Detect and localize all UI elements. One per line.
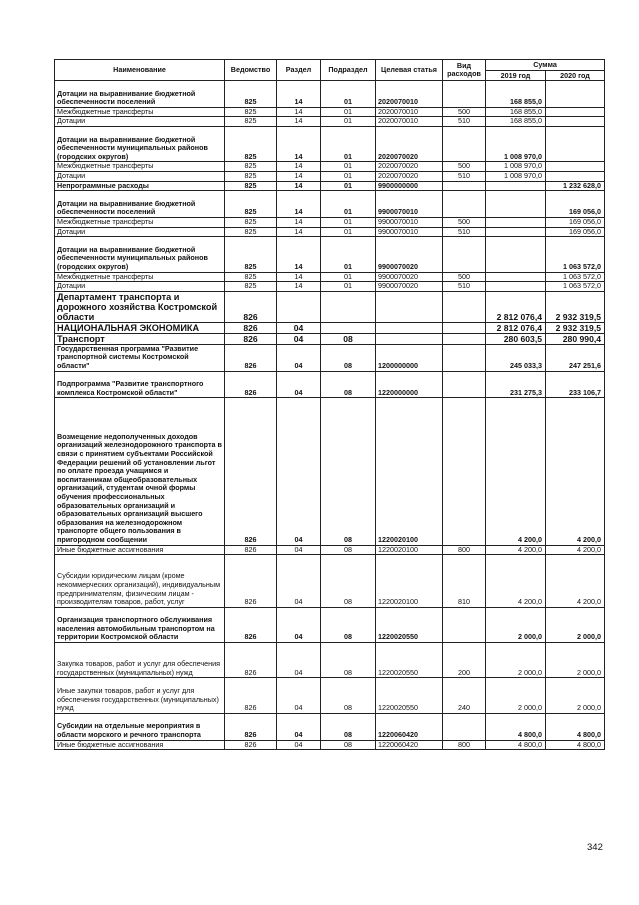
table-row <box>55 126 605 161</box>
header-section: Раздел <box>277 60 321 81</box>
header-dept: Ведомство <box>225 60 277 81</box>
cell-v2020: 169 056,0 <box>546 227 605 237</box>
cell-sub: 01 <box>321 282 376 292</box>
cell-name: Субсидии на отдельные мероприятия в области морского и речного транспорта <box>55 713 225 740</box>
table-row <box>55 740 605 750</box>
cell-v2020: 4 200,0 <box>546 545 605 555</box>
table-row <box>55 117 605 127</box>
cell-type: 500 <box>443 272 486 282</box>
header-target: Целевая статья <box>376 60 443 81</box>
cell-name: Транспорт <box>55 333 225 344</box>
cell-name: Иные бюджетные ассигнования <box>55 545 225 555</box>
cell-v2020 <box>546 81 605 108</box>
cell-v2020 <box>546 162 605 172</box>
cell-sub: 01 <box>321 217 376 227</box>
cell-sec: 14 <box>277 237 321 272</box>
cell-v2019: 280 603,5 <box>486 333 546 344</box>
header-2020: 2020 год <box>546 71 605 81</box>
cell-v2020: 1 232 628,0 <box>546 181 605 191</box>
cell-name: Дотации на выравнивание бюджетной обеспеченности поселений <box>55 191 225 218</box>
table-row <box>55 643 605 678</box>
table-row <box>55 191 605 218</box>
cell-v2019: 231 275,3 <box>486 371 546 398</box>
cell-type: 510 <box>443 282 486 292</box>
cell-sub: 08 <box>321 678 376 713</box>
table-row <box>55 607 605 642</box>
cell-dept: 826 <box>225 607 277 642</box>
cell-type: 810 <box>443 555 486 608</box>
cell-v2020: 169 056,0 <box>546 217 605 227</box>
cell-dept: 826 <box>225 643 277 678</box>
cell-dept: 825 <box>225 126 277 161</box>
cell-v2019: 4 200,0 <box>486 555 546 608</box>
cell-type <box>443 191 486 218</box>
cell-v2019 <box>486 282 546 292</box>
cell-v2020: 4 800,0 <box>546 740 605 750</box>
cell-v2020: 169 056,0 <box>546 191 605 218</box>
cell-sec: 14 <box>277 181 321 191</box>
cell-target: 1220020550 <box>376 607 443 642</box>
cell-name: Межбюджетные трансферты <box>55 217 225 227</box>
cell-sub: 01 <box>321 171 376 181</box>
cell-v2020: 2 932 319,5 <box>546 291 605 322</box>
cell-v2019: 4 200,0 <box>486 398 546 545</box>
table-row <box>55 81 605 108</box>
cell-target: 1220060420 <box>376 713 443 740</box>
table-row <box>55 333 605 344</box>
cell-target: 9900070010 <box>376 191 443 218</box>
cell-name: Организация транспортного обслуживания населения автомобильным транспортом на территории Костромской области <box>55 607 225 642</box>
cell-sub: 08 <box>321 344 376 371</box>
table-row <box>55 282 605 292</box>
cell-sec: 04 <box>277 555 321 608</box>
cell-v2020: 1 063 572,0 <box>546 282 605 292</box>
cell-target <box>376 322 443 333</box>
cell-sec: 04 <box>277 322 321 333</box>
cell-type <box>443 371 486 398</box>
cell-sub: 08 <box>321 333 376 344</box>
cell-sub: 08 <box>321 398 376 545</box>
cell-v2019: 4 800,0 <box>486 713 546 740</box>
table-row <box>55 344 605 371</box>
cell-type: 500 <box>443 217 486 227</box>
cell-sec: 14 <box>277 107 321 117</box>
table-row <box>55 107 605 117</box>
cell-name: Межбюджетные трансферты <box>55 272 225 282</box>
cell-sub: 08 <box>321 545 376 555</box>
cell-dept: 825 <box>225 272 277 282</box>
cell-dept: 826 <box>225 740 277 750</box>
cell-v2020: 4 200,0 <box>546 398 605 545</box>
cell-sub <box>321 322 376 333</box>
cell-dept: 825 <box>225 237 277 272</box>
cell-v2020: 280 990,4 <box>546 333 605 344</box>
cell-target: 9900070020 <box>376 272 443 282</box>
cell-target: 1220020100 <box>376 555 443 608</box>
table-row <box>55 322 605 333</box>
cell-sec: 14 <box>277 227 321 237</box>
cell-v2020 <box>546 126 605 161</box>
cell-sec: 04 <box>277 740 321 750</box>
cell-target: 2020070020 <box>376 162 443 172</box>
cell-v2019: 4 800,0 <box>486 740 546 750</box>
cell-v2019 <box>486 237 546 272</box>
cell-dept: 825 <box>225 162 277 172</box>
cell-type <box>443 333 486 344</box>
cell-target: 1220020100 <box>376 398 443 545</box>
cell-target: 2020070010 <box>376 107 443 117</box>
cell-sec: 04 <box>277 678 321 713</box>
cell-type <box>443 81 486 108</box>
cell-sub: 01 <box>321 181 376 191</box>
cell-sec: 14 <box>277 126 321 161</box>
cell-sub <box>321 291 376 322</box>
table-row <box>55 162 605 172</box>
cell-v2019: 2 000,0 <box>486 678 546 713</box>
cell-name: Дотации <box>55 171 225 181</box>
cell-dept: 826 <box>225 398 277 545</box>
cell-target: 1220020550 <box>376 643 443 678</box>
cell-type <box>443 291 486 322</box>
cell-sub: 08 <box>321 555 376 608</box>
cell-v2020: 4 200,0 <box>546 555 605 608</box>
cell-sub: 08 <box>321 713 376 740</box>
cell-v2019: 1 008 970,0 <box>486 162 546 172</box>
cell-sec: 14 <box>277 272 321 282</box>
cell-dept: 826 <box>225 713 277 740</box>
cell-type <box>443 607 486 642</box>
cell-sub: 08 <box>321 371 376 398</box>
cell-v2019 <box>486 181 546 191</box>
cell-name: Непрограммные расходы <box>55 181 225 191</box>
cell-type: 800 <box>443 545 486 555</box>
table-row <box>55 555 605 608</box>
header-name: Наименование <box>55 60 225 81</box>
cell-v2020 <box>546 171 605 181</box>
cell-sub: 08 <box>321 740 376 750</box>
cell-dept: 825 <box>225 191 277 218</box>
cell-name: Дотации <box>55 282 225 292</box>
cell-dept: 825 <box>225 181 277 191</box>
cell-name: Иные закупки товаров, работ и услуг для обеспечения государственных (муниципальных) нужд <box>55 678 225 713</box>
header-exp-type: Вид расходов <box>443 60 486 81</box>
cell-sub: 01 <box>321 227 376 237</box>
cell-name: Возмещение недополученных доходов организаций железнодорожного транспорта в связи с принятием субъектами Российской Федерации решений об установлении льгот по оплате проезда учащимся и воспитанникам общеобразовательных организаций, студентам очной формы обучения профессиональных образовательных организаций и образовательных организаций высшего образования на железнодорожном транспорте общего пользования в пригородном сообщении <box>55 398 225 545</box>
cell-type: 510 <box>443 227 486 237</box>
cell-target: 2020070010 <box>376 81 443 108</box>
cell-type: 800 <box>443 740 486 750</box>
table-row <box>55 171 605 181</box>
table-row <box>55 713 605 740</box>
cell-name: НАЦИОНАЛЬНАЯ ЭКОНОМИКА <box>55 322 225 333</box>
cell-sec: 04 <box>277 713 321 740</box>
cell-dept: 826 <box>225 371 277 398</box>
cell-dept: 826 <box>225 545 277 555</box>
cell-type <box>443 181 486 191</box>
cell-v2020: 2 000,0 <box>546 678 605 713</box>
cell-dept: 826 <box>225 333 277 344</box>
cell-v2019: 1 008 970,0 <box>486 171 546 181</box>
cell-v2020: 2 000,0 <box>546 607 605 642</box>
cell-sec: 14 <box>277 117 321 127</box>
cell-v2019: 2 812 076,4 <box>486 291 546 322</box>
cell-dept: 825 <box>225 107 277 117</box>
cell-sub: 01 <box>321 191 376 218</box>
table-row <box>55 371 605 398</box>
cell-target: 9900070010 <box>376 217 443 227</box>
cell-dept: 825 <box>225 81 277 108</box>
cell-v2019 <box>486 217 546 227</box>
cell-sec: 04 <box>277 344 321 371</box>
table-row <box>55 227 605 237</box>
cell-type: 500 <box>443 162 486 172</box>
cell-name: Подпрограмма "Развитие транспортного комплекса Костромской области" <box>55 371 225 398</box>
cell-v2019: 168 855,0 <box>486 81 546 108</box>
page-number: 342 <box>587 842 603 853</box>
cell-name: Закупка товаров, работ и услуг для обеспечения государственных (муниципальных) нужд <box>55 643 225 678</box>
cell-type <box>443 126 486 161</box>
cell-target: 1220020550 <box>376 678 443 713</box>
cell-name: Департамент транспорта и дорожного хозяйства Костромской области <box>55 291 225 322</box>
cell-name: Дотации на выравнивание бюджетной обеспеченности поселений <box>55 81 225 108</box>
cell-v2019: 168 855,0 <box>486 107 546 117</box>
cell-sec: 04 <box>277 643 321 678</box>
cell-dept: 825 <box>225 117 277 127</box>
cell-type <box>443 398 486 545</box>
cell-v2020: 2 000,0 <box>546 643 605 678</box>
cell-name: Субсидии юридическим лицам (кроме некоммерческих организаций), индивидуальным предпринимателям, физическим лицам - производителям товаров, работ, услуг <box>55 555 225 608</box>
cell-target: 9900070020 <box>376 282 443 292</box>
header-2019: 2019 год <box>486 71 546 81</box>
table-row <box>55 272 605 282</box>
cell-v2019: 4 200,0 <box>486 545 546 555</box>
cell-dept: 825 <box>225 171 277 181</box>
cell-sub: 01 <box>321 81 376 108</box>
cell-type: 510 <box>443 171 486 181</box>
cell-sec: 04 <box>277 371 321 398</box>
cell-sec: 04 <box>277 398 321 545</box>
cell-v2019: 2 000,0 <box>486 607 546 642</box>
cell-v2019 <box>486 272 546 282</box>
cell-dept: 826 <box>225 555 277 608</box>
cell-name: Межбюджетные трансферты <box>55 107 225 117</box>
cell-type <box>443 322 486 333</box>
cell-sec <box>277 291 321 322</box>
cell-sub: 01 <box>321 162 376 172</box>
cell-name: Дотации <box>55 227 225 237</box>
cell-target: 9900070020 <box>376 237 443 272</box>
cell-type <box>443 344 486 371</box>
cell-v2020 <box>546 117 605 127</box>
cell-type: 240 <box>443 678 486 713</box>
cell-dept: 825 <box>225 227 277 237</box>
cell-v2019 <box>486 191 546 218</box>
cell-dept: 826 <box>225 322 277 333</box>
cell-type <box>443 237 486 272</box>
cell-dept: 825 <box>225 282 277 292</box>
cell-name: Иные бюджетные ассигнования <box>55 740 225 750</box>
cell-target: 1220000000 <box>376 371 443 398</box>
header-subsection: Подраздел <box>321 60 376 81</box>
cell-sec: 04 <box>277 545 321 555</box>
cell-sub: 01 <box>321 272 376 282</box>
cell-sub: 08 <box>321 607 376 642</box>
cell-sec: 14 <box>277 282 321 292</box>
cell-sec: 04 <box>277 607 321 642</box>
table-row <box>55 398 605 545</box>
cell-sec: 14 <box>277 81 321 108</box>
cell-target: 9900000000 <box>376 181 443 191</box>
cell-v2020: 2 932 319,5 <box>546 322 605 333</box>
cell-sec: 14 <box>277 217 321 227</box>
cell-dept: 825 <box>225 217 277 227</box>
cell-sec: 14 <box>277 191 321 218</box>
cell-sub: 08 <box>321 643 376 678</box>
cell-v2019: 2 812 076,4 <box>486 322 546 333</box>
cell-sub: 01 <box>321 126 376 161</box>
cell-sub: 01 <box>321 237 376 272</box>
cell-target <box>376 333 443 344</box>
table-body <box>55 81 605 750</box>
cell-sec: 04 <box>277 333 321 344</box>
cell-target: 9900070010 <box>376 227 443 237</box>
budget-table-sheet <box>54 59 604 750</box>
cell-type <box>443 713 486 740</box>
cell-v2019 <box>486 227 546 237</box>
cell-name: Дотации на выравнивание бюджетной обеспеченности муниципальных районов (городских округов) <box>55 126 225 161</box>
cell-target: 2020070010 <box>376 117 443 127</box>
table-row <box>55 545 605 555</box>
cell-type: 510 <box>443 117 486 127</box>
table-row <box>55 181 605 191</box>
cell-v2020: 1 063 572,0 <box>546 272 605 282</box>
table-row <box>55 291 605 322</box>
cell-name: Дотации <box>55 117 225 127</box>
budget-table <box>54 59 605 750</box>
cell-v2019: 2 000,0 <box>486 643 546 678</box>
cell-sec: 14 <box>277 171 321 181</box>
cell-sub: 01 <box>321 107 376 117</box>
cell-dept: 826 <box>225 291 277 322</box>
cell-target <box>376 291 443 322</box>
cell-type: 500 <box>443 107 486 117</box>
header-sum: Сумма <box>486 60 605 71</box>
cell-v2019: 168 855,0 <box>486 117 546 127</box>
cell-dept: 826 <box>225 344 277 371</box>
cell-name: Дотации на выравнивание бюджетной обеспеченности муниципальных районов (городских округов) <box>55 237 225 272</box>
cell-v2020 <box>546 107 605 117</box>
cell-dept: 826 <box>225 678 277 713</box>
cell-name: Межбюджетные трансферты <box>55 162 225 172</box>
cell-target: 1220060420 <box>376 740 443 750</box>
cell-target: 1200000000 <box>376 344 443 371</box>
cell-target: 2020070020 <box>376 126 443 161</box>
cell-v2020: 247 251,6 <box>546 344 605 371</box>
cell-sec: 14 <box>277 162 321 172</box>
table-row <box>55 678 605 713</box>
table-row <box>55 237 605 272</box>
cell-type: 200 <box>443 643 486 678</box>
cell-name: Государственная программа "Развитие транспортной системы Костромской области" <box>55 344 225 371</box>
cell-sub: 01 <box>321 117 376 127</box>
cell-v2019: 245 033,3 <box>486 344 546 371</box>
cell-target: 1220020100 <box>376 545 443 555</box>
cell-v2020: 233 106,7 <box>546 371 605 398</box>
cell-v2019: 1 008 970,0 <box>486 126 546 161</box>
cell-target: 2020070020 <box>376 171 443 181</box>
table-row <box>55 217 605 227</box>
cell-v2020: 1 063 572,0 <box>546 237 605 272</box>
cell-v2020: 4 800,0 <box>546 713 605 740</box>
